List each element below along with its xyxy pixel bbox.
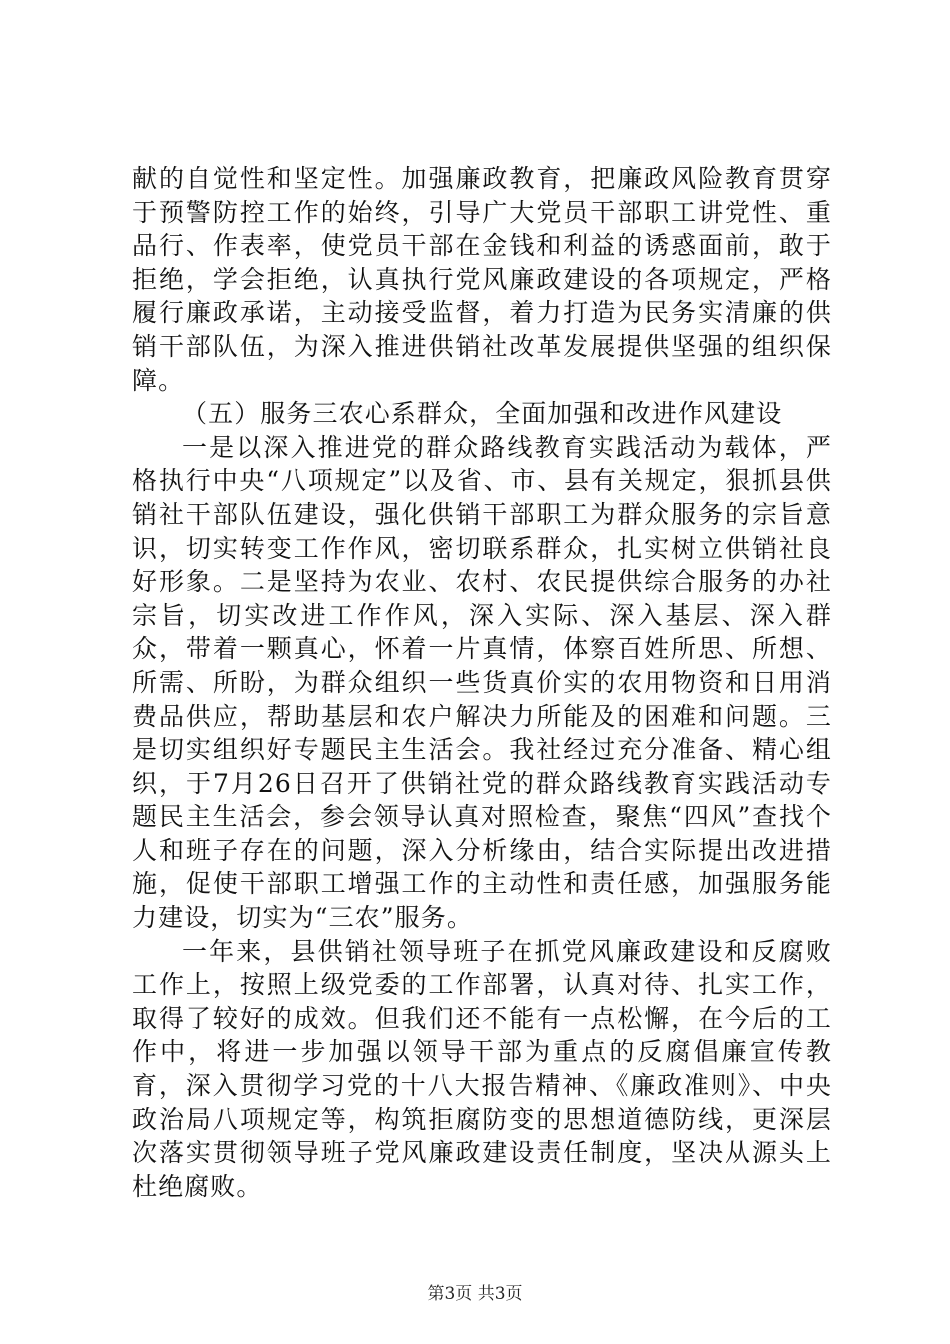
paragraph-summary: 一年来，县供销社领导班子在抓党风廉政建设和反腐败工作上，按照上级党委的工作部署，认真对待、扎实工作，取得了较好的成效。但我们还不能有一点松懈，在今后的工作中，将进一步加强以领导干部为重点的反腐倡廉宣传教育，深入贯彻学习党的十八大报告精神、《廉政准则》、中央政治局八项规定等，构筑拒腐防变的思想道德防线，更深层次落实贯彻领导班子党风廉政建设责任制度，坚决从源头上杜绝腐败。 (132, 936, 832, 1201)
paragraph-work-style: 一是以深入推进党的群众路线教育实践活动为载体，严格执行中央“八项规定”以及省、市、县有关规定，狠抓县供销社干部队伍建设，强化供销干部职工为群众服务的宗旨意识，切实转变工作作风，密切联系群众，扎实树立供销社良好形象。二是坚持为农业、农村、农民提供综合服务的办社宗旨，切实改进工作作风，深入实际、深入基层、深入群众，带着一颗真心，怀着一片真情，体察百姓所思、所想、所需、所盼，为群众组织一些货真价实的农用物资和日用消费品供应，帮助基层和农户解决力所能及的困难和问题。三是切实组织好专题民主生活会。我社经过充分准备、精心组织，于7月26日召开了供销社党的群众路线教育实践活动专题民主生活会，参会领导认真对照检查，聚焦“四风”查找个人和班子存在的问题，深入分析缘由，结合实际提出改进措施，促使干部职工增强工作的主动性和责任感，加强服务能力建设，切实为“三农”服务。 (132, 432, 832, 933)
section-heading: （五）服务三农心系群众，全面加强和改进作风建设 (182, 399, 783, 429)
paragraph-continuation: 献的自觉性和坚定性。加强廉政教育，把廉政风险教育贯穿于预警防控工作的始终，引导广大党员干部职工讲党性、重品行、作表率，使党员干部在金钱和利益的诱惑面前，敢于拒绝，学会拒绝，认真执行党风廉政建设的各项规定，严格履行廉政承诺，主动接受监督，着力打造为民务实清廉的供销干部队伍，为深入推进供销社改革发展提供坚强的组织保障。 (132, 164, 832, 395)
page-footer: 第3页 共3页 (427, 1284, 523, 1304)
document-body (132, 162, 832, 1203)
